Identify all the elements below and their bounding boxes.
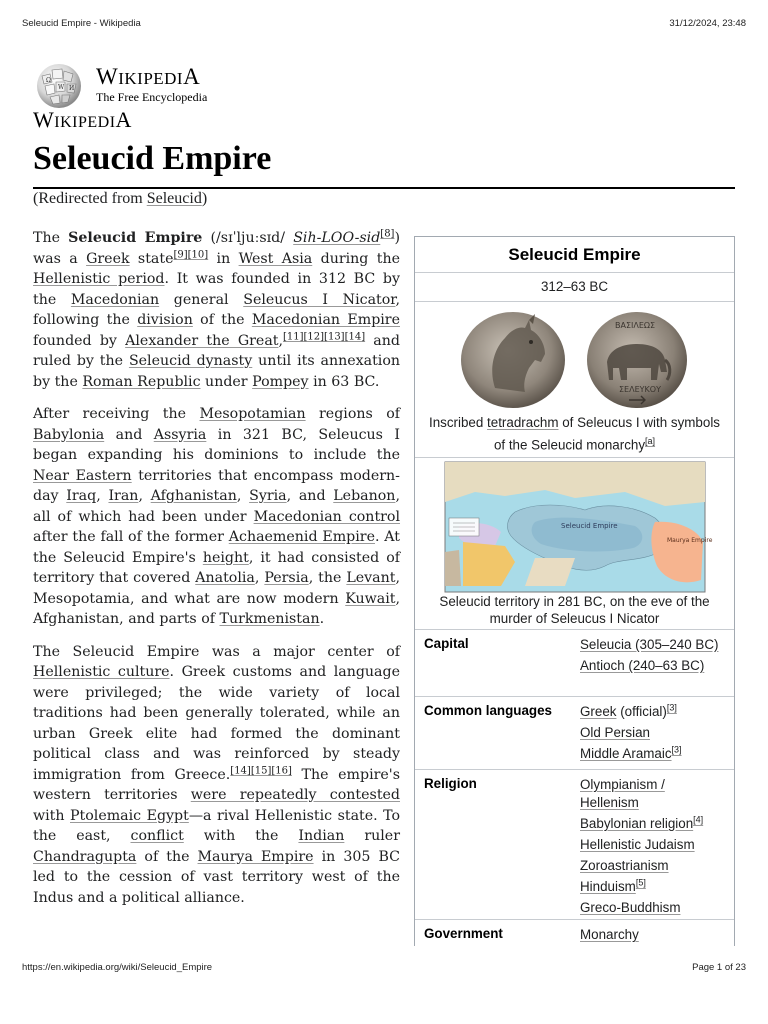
text: during the [312,250,400,267]
link-syria[interactable]: Syria [249,488,287,504]
link-kuwait[interactable]: Kuwait [345,590,396,607]
pronunciation-link[interactable]: Sih-LOO-sid [293,230,381,246]
text: , and [286,488,334,504]
redirect-suffix: ) [201,190,208,207]
link-chandragupta[interactable]: Chandragupta [33,848,137,865]
text: with the [183,828,299,844]
text: . It was founded in 312 BC by the [33,271,401,308]
map-caption: Seleucid territory in 281 BC, on the eve of the murder of Seleucus I Nicator [439,594,710,626]
text: of Seleucus I with symbols of the Seleucid monarchy [493,415,720,453]
territory-map-image[interactable] [445,462,713,592]
link-assyria[interactable]: Assyria [153,426,207,443]
link-antioch[interactable]: Antioch (240–63 BC) [580,658,705,673]
row-label: Government [424,926,503,941]
row-label: Capital [424,636,469,651]
link-contested[interactable]: were repeatedly contested [190,787,400,803]
link-seleucid-dynasty[interactable]: Seleucid dynasty [128,353,253,369]
reference-link[interactable]: [3] [666,702,677,713]
text: The empire's western territories [33,766,400,803]
link-seleucia[interactable]: Seleucia (305–240 BC) [580,637,719,652]
reference-link[interactable]: [11][12][13][14] [283,330,366,342]
row-label: Common languages [424,703,552,718]
tetradrachm-coin-image[interactable] [459,310,691,414]
text: , [278,332,283,349]
title-divider [33,187,735,189]
infobox-title: Seleucid Empire [415,237,734,273]
link-hellenistic-judaism[interactable]: Hellenistic Judaism [580,837,695,852]
row-values [580,636,724,678]
link-middle-aramaic[interactable]: Middle Aramaic [580,746,672,761]
link-maurya-empire[interactable]: Maurya Empire [197,848,314,865]
link-greek-language[interactable]: Greek [580,704,617,719]
text: , the [308,570,347,586]
note-link[interactable]: [a] [645,436,656,446]
text: The Seleucid Empire was a major center of [33,643,400,660]
paragraph-2 [33,404,400,630]
text: in 63 BC. [308,373,380,390]
link-mesopotamian[interactable]: Mesopotamian [199,406,306,422]
link-turkmenistan[interactable]: Turkmenistan [219,611,320,627]
reference-link[interactable]: [9][10] [173,248,209,260]
print-page-number: Page 1 of 23 [692,962,746,973]
link-iran[interactable]: Iran [108,488,139,504]
text: After receiving the [33,406,200,422]
link-olympianism[interactable]: Olympianism / Hellenism [580,777,665,810]
text: , all of which had been under [33,488,400,525]
coin-legend-bottom: ΣΕΛΕΥΚΟΥ [619,385,661,394]
text: ) was a [33,230,401,267]
text: , [138,488,151,504]
page-title: Seleucid Empire [33,140,272,177]
text: in [208,250,239,267]
link-pompey[interactable]: Pompey [252,373,309,390]
text: (official) [616,704,667,719]
wordmark2-cap: W [33,107,55,132]
text: and [104,426,154,443]
text: . Greek customs and language were privileged; the wide variety of local traditions had been generally tolerated, while an urban Greek elite had formed the dominant political class and was reinforced by steady immigration from Greece. [33,664,400,783]
text: territories that encompass modern-day [33,467,400,504]
link-ptolemaic-egypt[interactable]: Ptolemaic Egypt [70,807,189,824]
row-values [580,703,724,766]
text: with [33,807,70,824]
text: state [129,250,174,267]
row-values [580,776,724,920]
coin-legend-top: ΒΑΣΙΛΕΩΣ [615,321,656,330]
text: of the [136,848,198,865]
link-greek[interactable]: Greek [86,250,130,267]
reference-link[interactable]: [8] [380,228,395,240]
text: (/sɪˈljuːsɪd/ [202,230,294,246]
text: after the fall of the former [33,529,229,545]
infobox-row-capital [415,630,734,697]
text: —a rival Hellenistic state. To the east, [33,807,400,844]
svg-text:Ω: Ω [46,77,51,84]
reference-link[interactable]: [5] [635,877,646,888]
coin-caption [425,414,724,454]
reference-link[interactable]: [4] [693,814,704,825]
link-macedonian[interactable]: Macedonian [70,291,160,308]
text: , following the [33,291,401,328]
row-label: Religion [424,776,477,791]
text: ruler [344,828,400,844]
link-hellenistic-period[interactable]: Hellenistic period [33,271,165,287]
print-footer [22,962,746,976]
text: Inscribed [428,415,488,430]
link-tetradrachm[interactable]: tetradrachm [487,415,559,430]
wordmark-small-caps: IKIPEDI [118,69,184,88]
link-indian[interactable]: Indian [298,828,345,844]
wikipedia-globe-icon [32,62,86,110]
print-url: https://en.wikipedia.org/wiki/Seleucid_Empire [22,962,213,973]
text: until its annexation by the [33,353,401,390]
map-label-seleucid: Seleucid Empire [561,522,618,530]
print-page-title: Seleucid Empire - Wikipedia [22,18,141,29]
reference-link[interactable]: [14][15][16] [230,764,292,776]
text: , Mesopotamia, and what are now modern [33,570,400,607]
text: general [159,291,244,308]
row-values [580,926,724,947]
print-header [22,18,746,32]
svg-text:W: W [58,84,65,91]
link-roman-republic[interactable]: Roman Republic [82,373,201,390]
link-zoroastrianism[interactable]: Zoroastrianism [580,858,669,873]
text: , [236,488,250,504]
text: founded by [33,332,126,349]
link-persia[interactable]: Persia [264,570,309,586]
link-near-east[interactable]: Near Eastern [33,467,132,484]
wordmark2-end: A [115,107,132,132]
wikipedia-wordmark [96,64,200,90]
link-achaemenid-empire[interactable]: Achaemenid Empire [228,529,375,545]
wikipedia-logo[interactable] [32,62,232,112]
text: regions of [305,406,400,422]
wordmark-end: A [183,64,201,89]
text: in 321 BC, Seleucus I began expanding his dominions to include the [33,426,400,463]
wordmark-cap: W [96,64,119,89]
link-levant[interactable]: Levant [346,570,396,586]
link-lebanon[interactable]: Lebanon [333,488,396,504]
link-hellenistic-culture[interactable]: Hellenistic culture [33,664,170,680]
text: , it had consisted of territory that covered [33,549,400,586]
text: , [254,570,265,586]
text: and ruled by the [33,332,400,369]
text: The [33,230,69,246]
infobox-row-languages [415,697,734,770]
wordmark2-small-caps: IKIPEDI [54,114,116,131]
text: . At the Seleucid Empire's [33,529,400,566]
paragraph-3 [33,642,400,909]
redirect-note [33,190,207,208]
link-west-asia[interactable]: West Asia [238,250,313,267]
infobox-row-religion [415,770,734,920]
link-height[interactable]: height [202,549,249,566]
paragraph-1 [33,228,400,392]
link-anatolia[interactable]: Anatolia [195,570,255,586]
link-babylonia[interactable]: Babylonia [33,426,105,443]
infobox-row-government [415,920,734,960]
infobox [414,236,735,946]
text: , [96,488,109,504]
link-old-persian[interactable]: Old Persian [580,725,650,740]
infobox-coin-image[interactable] [415,302,734,458]
svg-text:И: И [69,85,75,92]
redirect-prefix: (Redirected from [33,190,147,207]
text: , Afghanistan, and parts of [33,590,400,627]
infobox-dates: 312–63 BC [415,273,734,302]
infobox-map[interactable] [415,458,734,630]
article-body [33,228,400,920]
wikipedia-wordmark-secondary [33,107,132,133]
reference-link[interactable]: [3] [671,744,682,755]
link-hinduism[interactable]: Hinduism [580,879,636,894]
article-subject-bold: Seleucid Empire [68,230,203,246]
link-conflict[interactable]: conflict [130,828,184,844]
link-macedonian-control[interactable]: Macedonian control [253,508,401,525]
text: under [200,373,253,390]
text: in 305 BC led to the cession of vast territory west of the Indus and a political alliance. [33,848,400,906]
print-datetime: 31/12/2024, 23:48 [669,18,746,29]
map-label-maurya: Maurya Empire [667,537,713,544]
link-greco-buddhism[interactable]: Greco-Buddhism [580,900,681,915]
link-babylonian-religion[interactable]: Babylonian religion [580,816,694,831]
link-iraq[interactable]: Iraq [66,488,97,504]
link-alexander[interactable]: Alexander the Great [125,332,279,349]
link-macedonian-empire[interactable]: Macedonian Empire [251,312,400,328]
text: . [319,611,325,627]
text: of the [192,312,252,328]
link-division[interactable]: division [137,312,193,328]
link-monarchy[interactable]: Monarchy [580,927,639,942]
wikipedia-tagline: The Free Encyclopedia [96,90,208,104]
link-seleucus-i[interactable]: Seleucus I Nicator [243,291,396,308]
redirect-link[interactable]: Seleucid [146,190,202,207]
link-afghanistan[interactable]: Afghanistan [150,488,237,504]
